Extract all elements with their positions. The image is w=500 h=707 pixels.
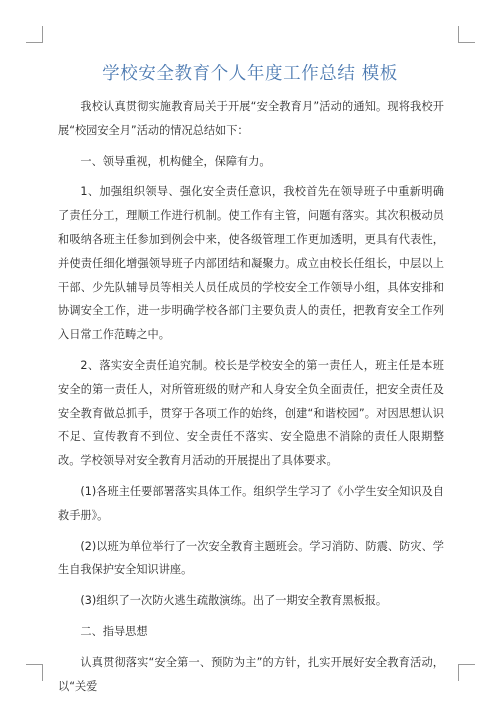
page-corner-mark-bottom-left [26, 664, 43, 681]
section-heading-guiding-ideology: 二、指导思想 [80, 624, 148, 638]
list-item: (2)以班为单位举行了一次安全教育主题班会。学习消防、防震、防灾、学生自我保护安全知识讲座。 [58, 539, 444, 577]
section-heading-leadership: 一、领导重视，机构健全，保障有力。 [80, 154, 271, 168]
page-title: 学校安全教育个人年度工作总结 模板 [102, 64, 398, 84]
intro-paragraph: 我校认真贯彻实施教育局关于开展“安全教育月”活动的通知。现将我校开展“校园安全月”活动的情况总结如下： [58, 100, 444, 137]
body-paragraph: 认真贯彻落实“安全第一、预防为主”的方针，扎实开展好安全教育活动，以“关爱 [58, 655, 444, 693]
page-corner-mark-top-right [458, 26, 475, 43]
page-corner-mark-top-left [26, 26, 43, 43]
body-paragraph: 2、落实安全责任追究制。校长是学校安全的第一责任人，班主任是本班安全的第一责任人，对所管班级的财产和人身安全负全面责任，把安全责任及安全教育做总抓手，贯穿于各项工作的始终，创建“和谐校园”。对因思想认识不足、宣传教育不到位、安全责任不落实、安全隐患不消除的责任人限期整改。学校领导对安全教育月活动的开展提出了具体要求。 [58, 358, 444, 468]
page-corner-mark-bottom-right [458, 664, 475, 681]
body-paragraph: 1、加强组织领导、强化安全责任意识，我校首先在领导班子中重新明确了责任分工，理顺工作进行机制。使工作有主管，问题有落实。其次积极动员和吸纳各班主任参加到例会中来，使各级管理工作更加透明，更具有代表性，并使责任细化增强领导班子内部团结和凝聚力。成立由校长任组长，中层以上干部、少先队辅导员等相关人员任成员的学校安全工作领导小组，具体安排和协调安全工作，进一步明确学校各部门主要负责人的责任，把教育安全工作列入日常工作范畴之中。 [58, 185, 444, 342]
document-body [58, 95, 444, 705]
list-item: (3)组织了一次防火逃生疏散演练。出了一期安全教育黑板报。 [80, 594, 388, 608]
list-item: (1)各班主任要部署落实具体工作。组织学生学习了《小学生安全知识及自救手册》。 [58, 484, 444, 522]
